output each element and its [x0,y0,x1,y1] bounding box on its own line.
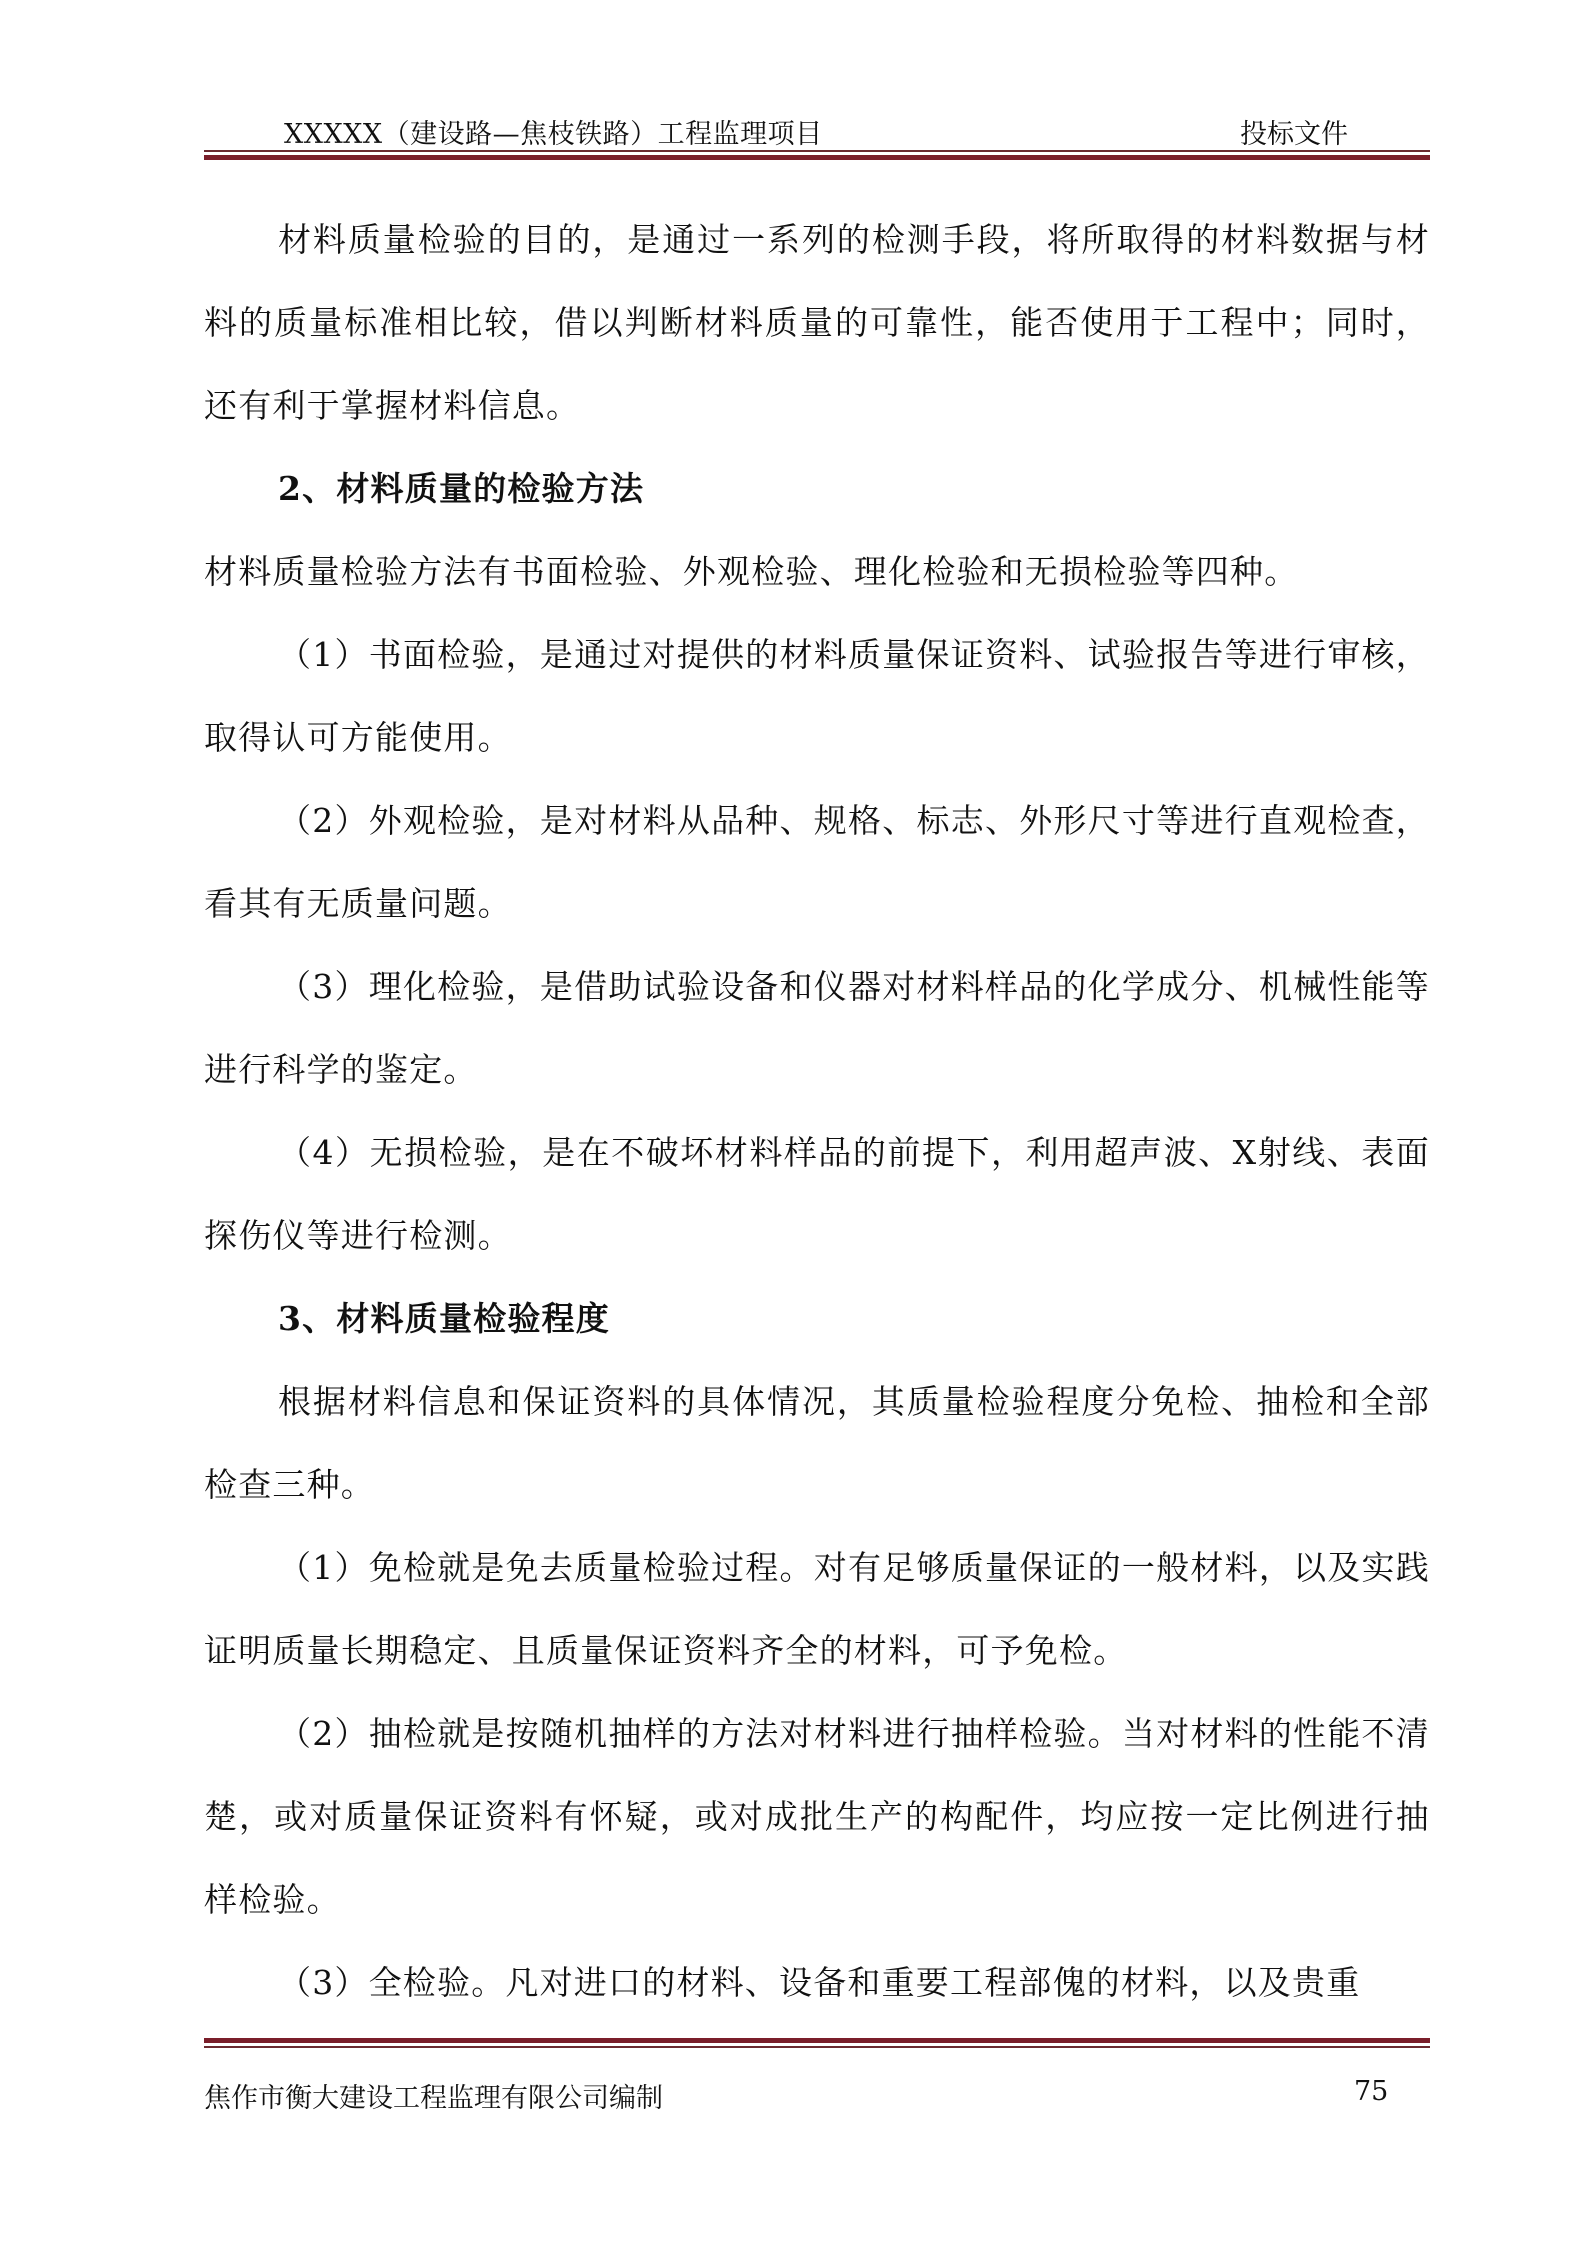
page-header [204,0,1430,170]
paragraph-method-3: （3）理化检验，是借助试验设备和仪器对材料样品的化学成分、机械性能等进行科学的鉴定。 [204,967,1430,1089]
header-title: XXXXX（建设路—焦枝铁路）工程监理项目 [284,119,823,150]
paragraph-purpose: 材料质量检验的目的，是通过一系列的检测手段，将所取得的材料数据与材料的质量标准相比较，借以判断材料质量的可靠性，能否使用于工程中；同时，还有利于掌握材料信息。 [204,220,1430,425]
footer-rule-thin [204,2046,1430,2048]
paragraph-degree-1: （1）免检就是免去质量检验过程。对有足够质量保证的一般材料，以及实践证明质量长期稳定、且质量保证资料齐全的材料，可予免检。 [204,1548,1430,1670]
section-heading-2: 2、材料质量的检验方法 [278,469,645,508]
paragraph-degree-3: （3）全检验。凡对进口的材料、设备和重要工程部傀的材料，以及贵重 [278,1963,1361,2002]
page-number: 75 [1354,2076,1389,2107]
header-rule-thick [204,155,1430,160]
paragraph-method-1: （1）书面检验，是通过对提供的材料质量保证资料、试验报告等进行审核，取得认可方能使用。 [204,635,1430,757]
paragraph-methods: 材料质量检验方法有书面检验、外观检验、理化检验和无损检验等四种。 [204,552,1299,591]
footer-company: 焦作市衡大建设工程监理有限公司编制 [204,2083,663,2114]
paragraph-method-4: （4）无损检验，是在不破坏材料样品的前提下，利用超声波、X射线、表面探伤仪等进行检测。 [204,1133,1430,1255]
section-heading-3: 3、材料质量检验程度 [278,1299,610,1338]
paragraph-method-2: （2）外观检验，是对材料从品种、规格、标志、外形尺寸等进行直观检查，看其有无质量问题。 [204,801,1430,923]
paragraph-degree-2: （2）抽检就是按随机抽样的方法对材料进行抽样检验。当对材料的性能不清楚，或对质量保证资料有怀疑，或对成批生产的构配件，均应按一定比例进行抽样检验。 [204,1714,1430,1919]
document-body [204,198,1430,2024]
footer-rule-thick [204,2038,1430,2043]
header-doc-type: 投标文件 [1240,119,1348,150]
page-footer [204,2038,1430,2128]
paragraph-degree: 根据材料信息和保证资料的具体情况，其质量检验程度分免检、抽检和全部检查三种。 [204,1382,1430,1504]
header-rule-thin [204,150,1430,152]
